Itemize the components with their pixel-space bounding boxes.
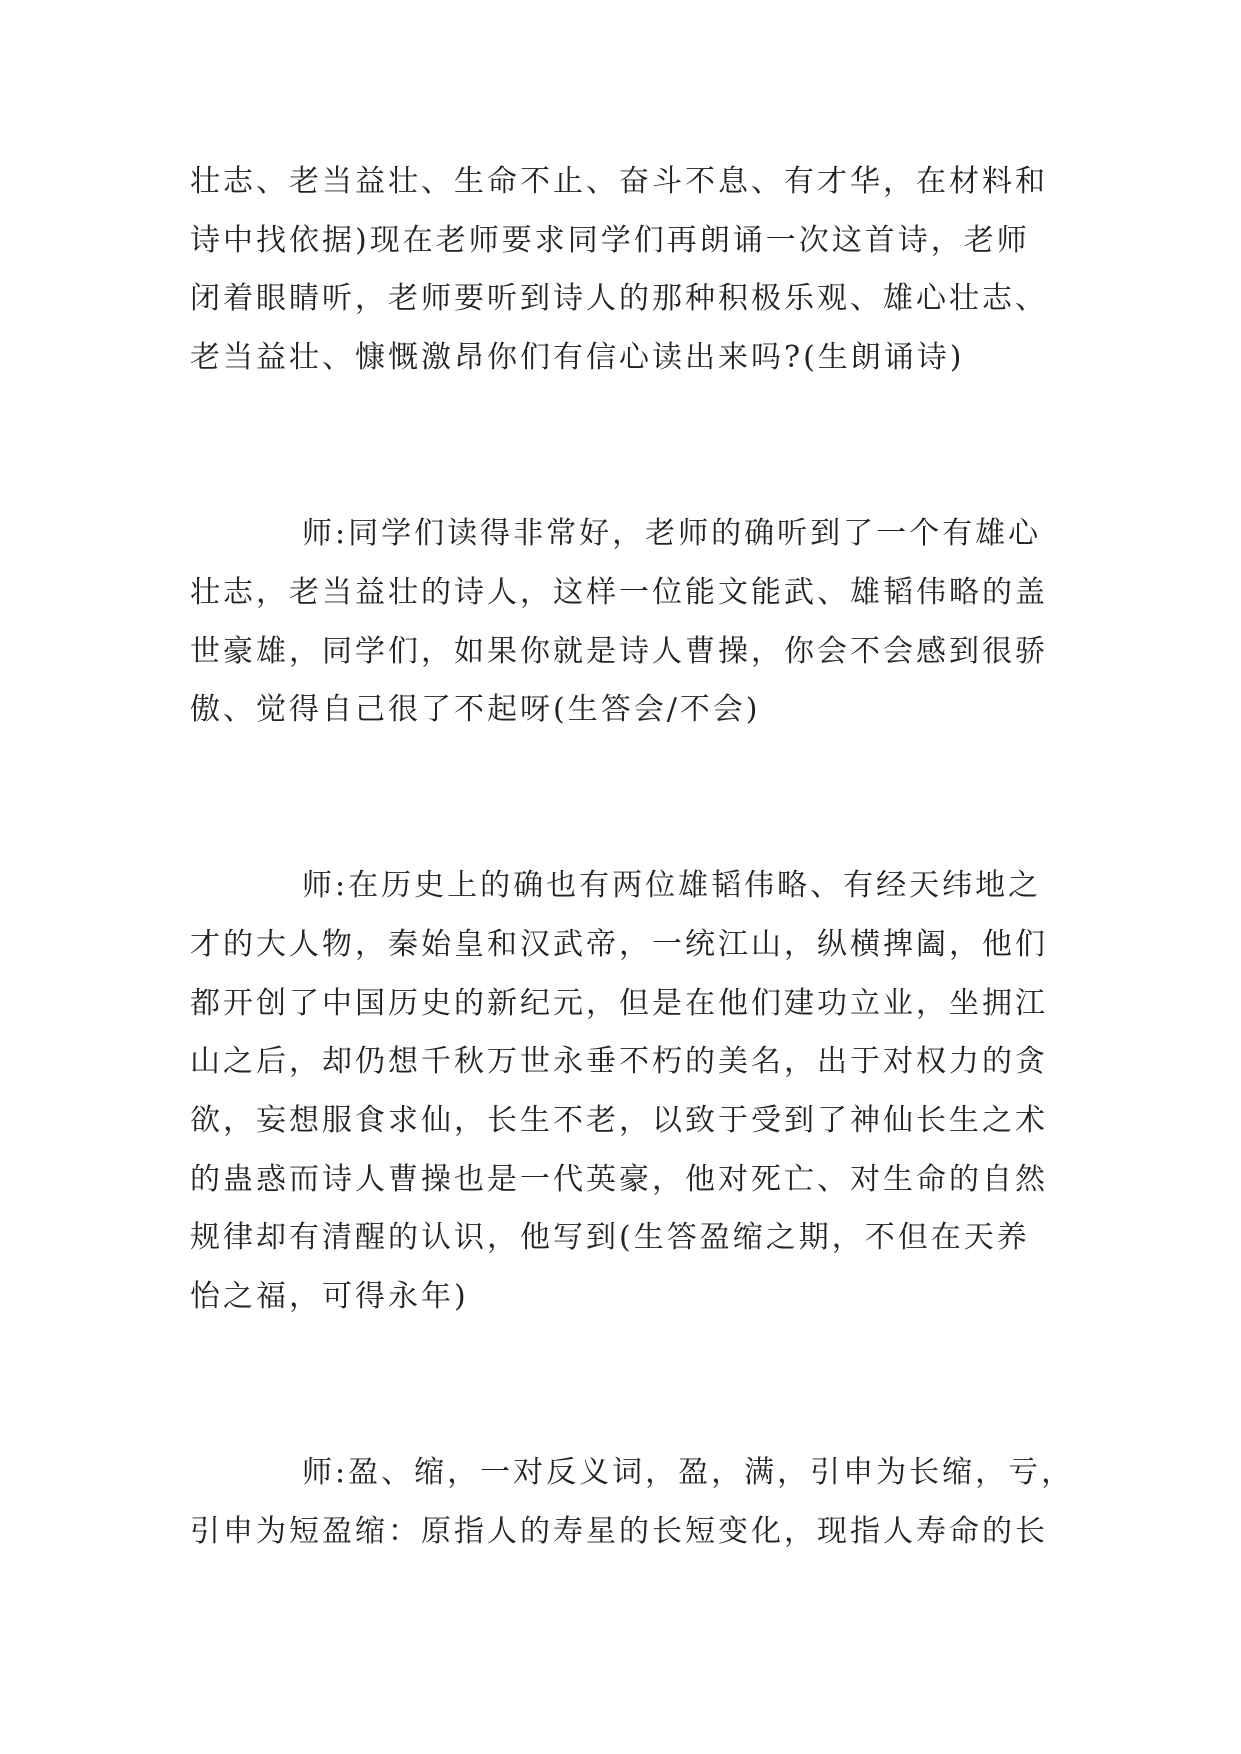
- paragraph-line: 老当益壮、慷慨激昂你们有信心读出来吗?(生朗诵诗): [190, 340, 965, 376]
- paragraph-line: 欲，妄想服食求仙，长生不老，以致于受到了神仙长生之术: [190, 1103, 1048, 1139]
- paragraph-line: 的蛊惑而诗人曹操也是一代英豪，他对死亡、对生命的自然: [190, 1161, 1048, 1197]
- paragraph-line: 才的大人物，秦始皇和汉武帝，一统江山，纵横捭阖，他们: [190, 926, 1048, 962]
- paragraph-line: 诗中找依据)现在老师要求同学们再朗诵一次这首诗，老师: [190, 222, 1030, 258]
- paragraph-line: 闭着眼睛听，老师要听到诗人的那种积极乐观、雄心壮志、: [190, 281, 1048, 317]
- paragraph-line: 引申为短盈缩：原指人的寿星的长短变化，现指人寿命的长: [190, 1513, 1048, 1549]
- paragraph-line: 壮志，老当益壮的诗人，这样一位能文能武、雄韬伟略的盖: [190, 574, 1048, 610]
- paragraph-line: 师:同学们读得非常好，老师的确听到了一个有雄心: [302, 516, 1042, 552]
- paragraph-line: 世豪雄，同学们，如果你就是诗人曹操，你会不会感到很骄: [190, 633, 1048, 669]
- paragraph-line: 师:盈、缩，一对反义词，盈，满，引申为长缩，亏，: [302, 1455, 1075, 1491]
- paragraph-line: 师:在历史上的确也有两位雄韬伟略、有经天纬地之: [302, 868, 1042, 904]
- document-body: [190, 153, 1150, 1562]
- paragraph: [190, 1444, 1150, 1561]
- paragraph-line: 傲、觉得自己很了不起呀(生答会/不会): [190, 692, 761, 728]
- paragraph-line: 山之后，却仍想千秋万世永垂不朽的美名，出于对权力的贪: [190, 1044, 1048, 1080]
- paragraph: [190, 505, 1150, 740]
- paragraph-line: 怡之福，可得永年): [190, 1279, 469, 1315]
- paragraph-line: 都开创了中国历史的新纪元，但是在他们建功立业，坐拥江: [190, 985, 1048, 1021]
- paragraph-line: 规律却有清醒的认识，他写到(生答盈缩之期，不但在天养: [190, 1220, 1030, 1256]
- paragraph: [190, 857, 1150, 1327]
- paragraph: [190, 153, 1150, 388]
- paragraph-line: 壮志、老当益壮、生命不止、奋斗不息、有才华，在材料和: [190, 164, 1048, 199]
